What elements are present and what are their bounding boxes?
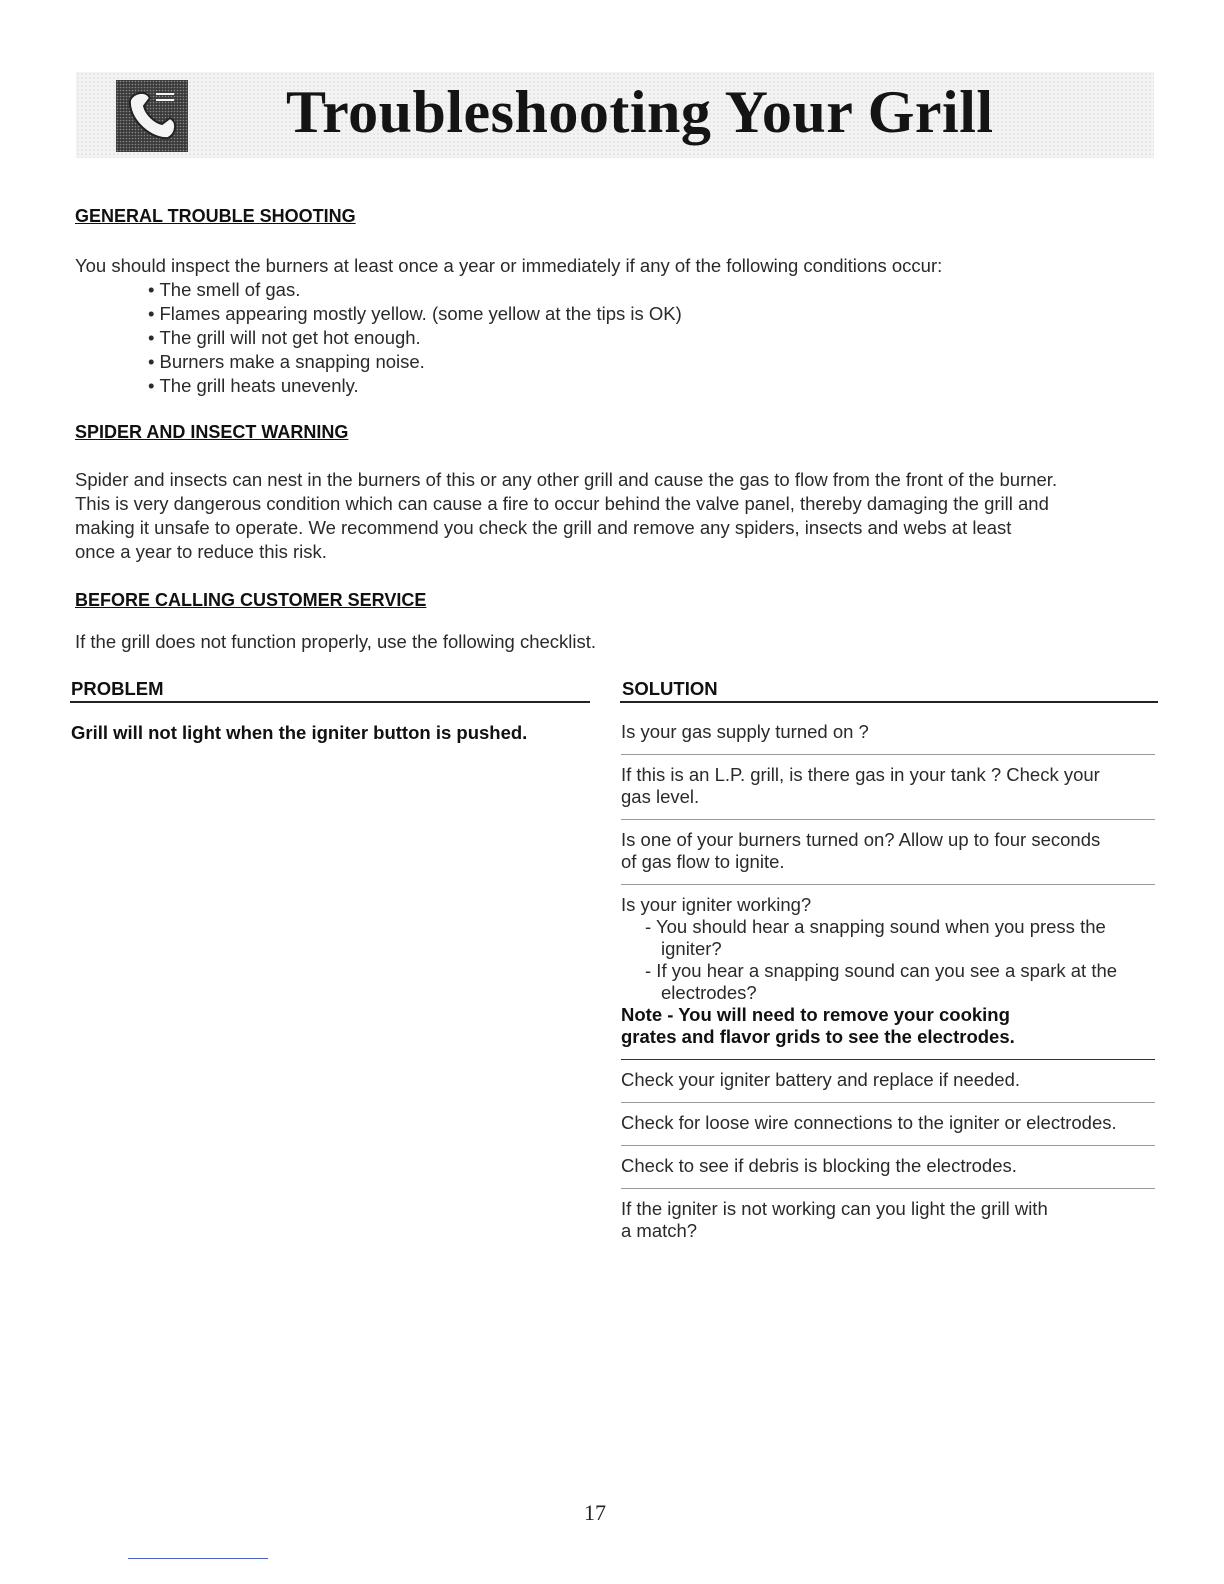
telephone-icon xyxy=(116,80,188,152)
problem-text: Grill will not light when the igniter button is pushed. xyxy=(71,722,528,743)
page-number: 17 xyxy=(584,1500,606,1525)
checklist-intro: If the grill does not function properly, use the following checklist. xyxy=(75,631,597,652)
header-rule xyxy=(620,701,1158,703)
title-banner xyxy=(76,72,1154,158)
solution-row: If this is an L.P. grill, is there gas in your tank ? Check your gas level. xyxy=(621,755,1155,820)
list-item: • The smell of gas. xyxy=(148,278,682,302)
list-item: • Burners make a snapping noise. xyxy=(148,350,682,374)
solution-row: Check your igniter battery and replace if needed. xyxy=(621,1060,1155,1103)
general-intro: You should inspect the burners at least once a year or immediately if any of the following conditions occur: xyxy=(75,255,943,276)
sub-question: - You should hear a snapping sound when you press the igniter? xyxy=(645,916,1106,959)
general-trouble-heading: GENERAL TROUBLE SHOOTING xyxy=(75,206,356,226)
text-line: This is very dangerous condition which can cause a fire to occur behind the valve panel, thereby damaging the grill and xyxy=(75,493,1049,514)
text-line: making it unsafe to operate. We recommend you check the grill and remove any spiders, insects and webs at least xyxy=(75,517,1012,538)
page-title: Troubleshooting Your Grill xyxy=(286,79,994,145)
solution-row: Check for loose wire connections to the igniter or electrodes. xyxy=(621,1103,1155,1146)
sub-question: - If you hear a snapping sound can you see a spark at the electrodes? xyxy=(645,960,1118,1003)
solution-row: Check to see if debris is blocking the electrodes. xyxy=(621,1146,1155,1189)
footer-rule xyxy=(128,1558,268,1559)
solution-row: If the igniter is not working can you light the grill with a match? xyxy=(621,1198,1048,1241)
header-rule xyxy=(70,701,590,703)
spider-warning-heading: SPIDER AND INSECT WARNING xyxy=(75,422,349,442)
text-line: once a year to reduce this risk. xyxy=(75,541,327,562)
problem-column-header: PROBLEM xyxy=(71,678,164,699)
solution-list xyxy=(621,712,1155,1253)
customer-service-heading: BEFORE CALLING CUSTOMER SERVICE xyxy=(75,590,427,610)
solution-column-header: SOLUTION xyxy=(622,678,718,699)
spider-warning-text xyxy=(75,468,1160,564)
solution-row: Is your igniter working? - You should hear a snapping sound when you press the igniter? - If you hear a snapping sound can you see a spark at the electrodes? Note - You will need to remove your cooking grates and flavor grids to see the electrodes. xyxy=(621,885,1155,1060)
note-text: grates and flavor grids to see the electrodes. xyxy=(621,1026,1015,1047)
list-item: • The grill heats unevenly. xyxy=(148,374,682,398)
list-item: • Flames appearing mostly yellow. (some yellow at the tips is OK) xyxy=(148,302,682,326)
list-item: • The grill will not get hot enough. xyxy=(148,326,682,350)
note-text: Note - You will need to remove your cooking xyxy=(621,1004,1010,1025)
text-line: Spider and insects can nest in the burners of this or any other grill and cause the gas to flow from the front of the burner. xyxy=(75,469,1058,490)
solution-row: Is your gas supply turned on ? xyxy=(621,712,1155,755)
solution-row: Is one of your burners turned on? Allow up to four seconds of gas flow to ignite. xyxy=(621,820,1155,885)
conditions-list xyxy=(148,278,682,398)
